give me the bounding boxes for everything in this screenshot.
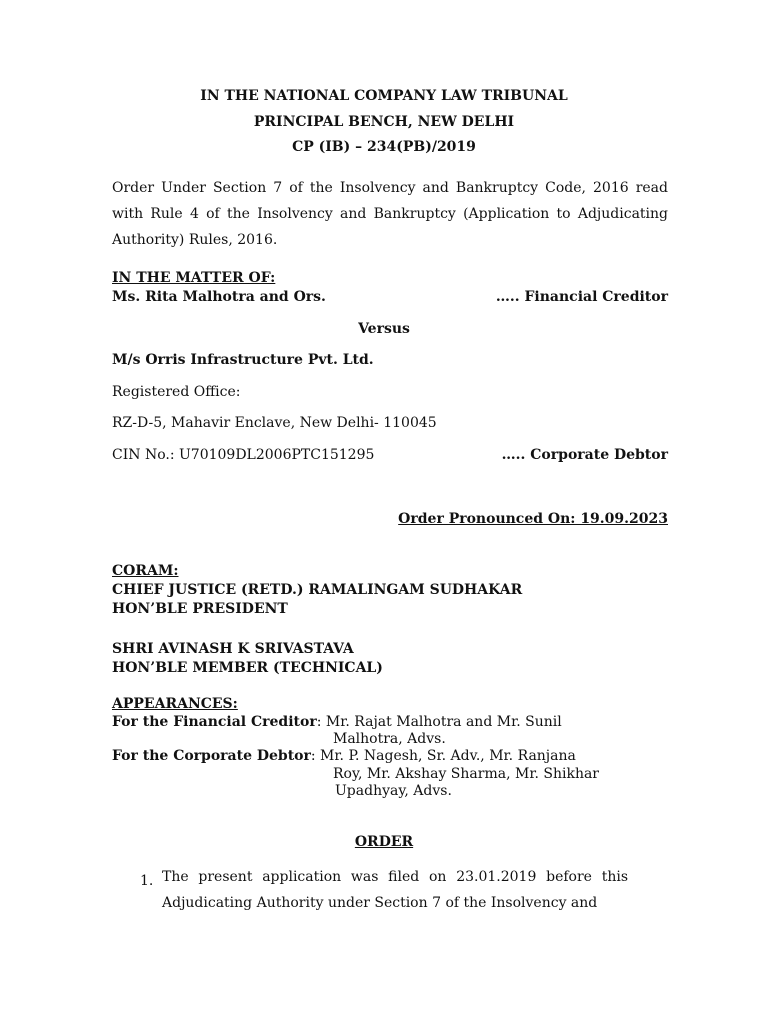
- coram-heading: CORAM:: [112, 563, 179, 579]
- registered-office-label: Registered Office:: [112, 384, 241, 400]
- fc-counsel-line2: Malhotra, Advs.: [333, 731, 446, 747]
- member1-title: HON’BLE PRESIDENT: [112, 601, 288, 617]
- debtor-name: M/s Orris Infrastructure Pvt. Ltd.: [112, 352, 374, 368]
- order-pronounced-date: Order Pronounced On: 19.09.2023: [398, 511, 668, 527]
- matter-heading: IN THE MATTER OF:: [112, 270, 276, 286]
- cin-number: CIN No.: U70109DL2006PTC151295: [112, 447, 375, 463]
- cd-appearance-line: [112, 748, 576, 764]
- fc-counsel-line1: : Mr. Rajat Malhotra and Mr. Sunil: [316, 714, 562, 730]
- bench-name: PRINCIPAL BENCH, NEW DELHI: [253, 114, 515, 130]
- debtor-address: RZ-D-5, Mahavir Enclave, New Delhi- 110045: [112, 415, 437, 431]
- member2-name: SHRI AVINASH K SRIVASTAVA: [112, 641, 354, 657]
- case-number: CP (IB) – 234(PB)/2019: [292, 139, 476, 155]
- fc-appearance-line: [112, 714, 562, 730]
- creditor-role: ….. Financial Creditor: [495, 289, 668, 305]
- member2-title: HON’BLE MEMBER (TECHNICAL): [112, 660, 383, 676]
- tribunal-name: IN THE NATIONAL COMPANY LAW TRIBUNAL: [200, 88, 568, 104]
- cd-label: For the Corporate Debtor: [112, 748, 311, 764]
- intro-paragraph: Order Under Section 7 of the Insolvency and Bankruptcy Code, 2016 read with Rule 4 of the Insolvency and Bankruptcy (Application to Adjudicating Authority) Rules, 2016.: [112, 180, 668, 248]
- cd-counsel-line3: Upadhyay, Advs.: [335, 783, 452, 799]
- creditor-name: Ms. Rita Malhotra and Ors.: [112, 289, 326, 305]
- para1-number: 1.: [140, 873, 154, 889]
- fc-label: For the Financial Creditor: [112, 714, 317, 730]
- cd-counsel-line1: : Mr. P. Nagesh, Sr. Adv., Mr. Ranjana: [310, 748, 576, 764]
- order-heading: ORDER: [354, 834, 414, 850]
- para1-text: The present application was filed on 23.01.2019 before this Adjudicating Authority under Section 7 of the Insolvency and: [162, 869, 628, 911]
- cd-counsel-line2: Roy, Mr. Akshay Sharma, Mr. Shikhar: [333, 766, 599, 782]
- versus-label: Versus: [358, 321, 410, 337]
- member1-name: CHIEF JUSTICE (RETD.) RAMALINGAM SUDHAKAR: [112, 582, 523, 598]
- appearances-heading: APPEARANCES:: [112, 696, 238, 712]
- debtor-role: ….. Corporate Debtor: [501, 447, 668, 463]
